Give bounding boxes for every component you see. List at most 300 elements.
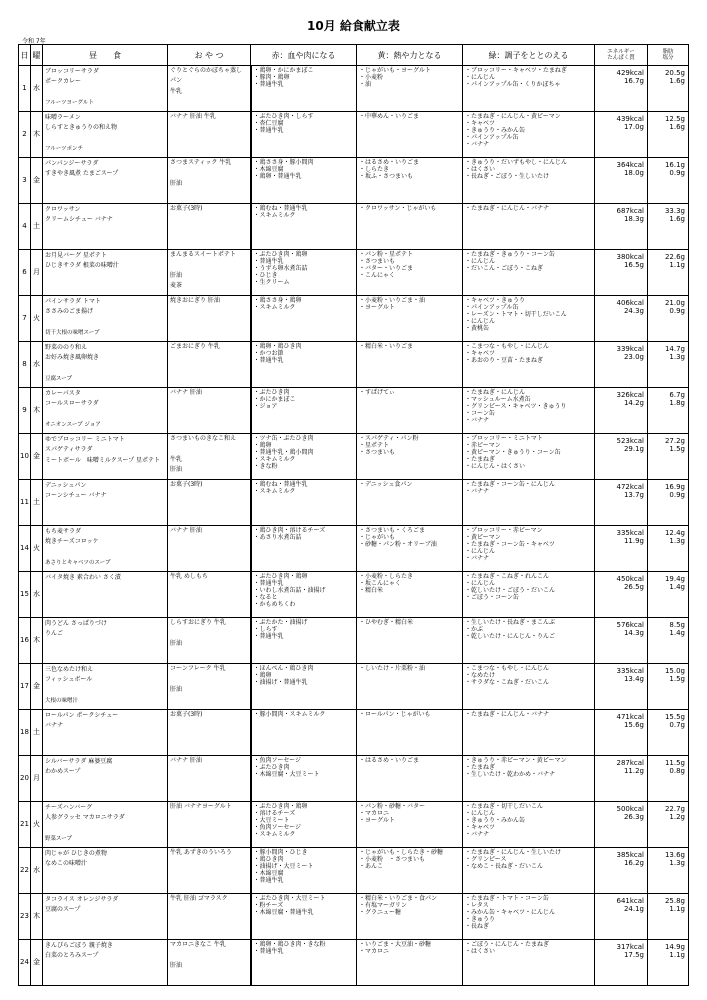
energy-protein-cell bbox=[595, 66, 648, 112]
lunch-cell bbox=[43, 250, 168, 296]
lunch-line: 焼きチーズコロッケ bbox=[45, 538, 99, 546]
weekday-cell: 金 bbox=[31, 158, 43, 204]
lunch-line bbox=[45, 318, 165, 328]
snack-line bbox=[170, 133, 248, 143]
red-group-cell bbox=[251, 802, 357, 848]
yellow-group-cell bbox=[357, 112, 463, 158]
protein-value: 29.1g bbox=[623, 445, 644, 453]
green-group-cell bbox=[463, 618, 595, 664]
fat-value: 22.6g bbox=[664, 253, 685, 261]
menu-rows bbox=[19, 66, 689, 986]
header-fat-line2: 塩分 bbox=[662, 55, 674, 61]
fat-salt-cell bbox=[648, 710, 689, 756]
snack-line bbox=[170, 490, 248, 500]
menu-row bbox=[19, 66, 689, 112]
food-item: ・すぱげてぃ bbox=[359, 389, 395, 396]
food-item: ・鶏卵・かにかまぼこ bbox=[253, 67, 314, 74]
snack-line: 肝油 bbox=[170, 639, 183, 647]
food-item: ・星ポテト bbox=[359, 442, 390, 449]
snack-line bbox=[170, 812, 248, 822]
fat-salt-cell bbox=[648, 250, 689, 296]
red-group-cell bbox=[251, 112, 357, 158]
fat-value: 16.9g bbox=[664, 483, 685, 491]
food-item: ・精白米・いりごま・食パン bbox=[359, 895, 438, 902]
snack-line bbox=[170, 235, 248, 245]
food-item: ・鶏むね・普通牛乳 bbox=[253, 481, 308, 488]
snack-line bbox=[170, 858, 248, 868]
food-item: ・さつまいも bbox=[359, 258, 396, 265]
snack-line: 牛乳 あずきのういろう bbox=[170, 849, 232, 856]
fat-salt-cell bbox=[648, 204, 689, 250]
snack-line bbox=[170, 925, 248, 935]
yellow-group-cell bbox=[357, 526, 463, 572]
food-item: ・レーズン・トマト・切干しだいこん bbox=[465, 311, 567, 318]
fat-value: 19.4g bbox=[664, 575, 685, 583]
food-item: ・普通牛乳 bbox=[253, 877, 284, 884]
snack-cell bbox=[168, 802, 251, 848]
food-item: ・クロワッサン・じゃがいも bbox=[359, 205, 437, 212]
food-item: ・あさり水煮缶詰 bbox=[253, 534, 302, 541]
snack-line bbox=[170, 823, 248, 833]
energy-protein-cell bbox=[595, 250, 648, 296]
snack-line: ぐりとぐらのかぼちゃ蒸し bbox=[170, 67, 243, 74]
snack-cell bbox=[168, 894, 251, 940]
menu-row bbox=[19, 848, 689, 894]
snack-line: 牛乳 bbox=[170, 87, 183, 95]
lunch-line: コールスローサラダ bbox=[45, 400, 99, 408]
menu-row bbox=[19, 618, 689, 664]
header-snack: お や つ bbox=[168, 45, 251, 66]
food-item: ・鶏卵・普通牛乳 bbox=[253, 173, 302, 180]
salt-value: 1.1g bbox=[669, 951, 685, 959]
green-group-cell bbox=[463, 802, 595, 848]
food-item: ・ブロッコリー・キャベツ・たまねぎ bbox=[465, 67, 567, 74]
yellow-group-cell bbox=[357, 342, 463, 388]
snack-line: お菓子(3時) bbox=[170, 205, 203, 212]
food-item: ・なると bbox=[253, 594, 278, 601]
energy-value: 500kcal bbox=[616, 805, 644, 813]
red-group-cell bbox=[251, 250, 357, 296]
snack-cell bbox=[168, 158, 251, 204]
snack-line bbox=[170, 409, 248, 419]
lunch-line: フィッシュボール bbox=[45, 676, 93, 684]
snack-line bbox=[170, 582, 248, 592]
protein-value: 26.5g bbox=[623, 583, 644, 591]
food-item: ・たまねぎ・にんじん bbox=[465, 389, 526, 396]
food-item: ・溶けるチーズ bbox=[253, 810, 296, 817]
energy-protein-cell bbox=[595, 112, 648, 158]
food-item: ・たまねぎ・切干しだいこん bbox=[465, 803, 544, 810]
snack-line: バナナ 肝油 bbox=[170, 389, 202, 396]
snack-cell bbox=[168, 710, 251, 756]
lunch-line: 豆腐スープ bbox=[45, 376, 72, 383]
salt-value: 0.9g bbox=[669, 491, 685, 499]
lunch-line: バナナ bbox=[45, 722, 64, 730]
yellow-group-cell bbox=[357, 940, 463, 986]
weekday-cell: 土 bbox=[31, 710, 43, 756]
energy-value: 429kcal bbox=[616, 69, 644, 77]
food-item: ・しらす bbox=[253, 626, 278, 633]
lunch-line bbox=[45, 926, 165, 936]
salt-value: 1.6g bbox=[669, 215, 685, 223]
snack-line: 肝油 bbox=[170, 179, 183, 187]
lunch-line bbox=[45, 778, 165, 788]
green-group-cell bbox=[463, 204, 595, 250]
lunch-line: お好み焼き風卵焼き bbox=[45, 354, 100, 362]
food-item: ・グラニュー糖 bbox=[359, 909, 402, 916]
day-cell: 1 bbox=[19, 66, 31, 112]
lunch-line: チーズハンバーグ bbox=[45, 804, 93, 811]
food-item: ・いりごま・大豆油・砂糖 bbox=[359, 941, 432, 948]
fat-salt-cell bbox=[648, 894, 689, 940]
food-item: ・ぶたひき肉・鶏卵 bbox=[253, 803, 308, 810]
red-group-cell bbox=[251, 66, 357, 112]
snack-line bbox=[170, 557, 248, 567]
menu-row bbox=[19, 940, 689, 986]
snack-cell bbox=[168, 526, 251, 572]
lunch-cell bbox=[43, 480, 168, 526]
food-item: ・キャベツ bbox=[465, 824, 496, 831]
food-item: ・長ねぎ・ごぼう・生しいたけ bbox=[465, 173, 550, 180]
green-group-cell bbox=[463, 388, 595, 434]
salt-value: 1.8g bbox=[669, 399, 685, 407]
weekday-cell: 水 bbox=[31, 66, 43, 112]
lunch-line bbox=[45, 466, 165, 476]
salt-value: 1.5g bbox=[669, 445, 685, 453]
weekday-cell: 金 bbox=[31, 664, 43, 710]
food-item: ・バナナ bbox=[465, 141, 490, 148]
food-item: ・バナナ bbox=[465, 417, 490, 424]
food-item: ・グリンピース・キャベツ・きゅうり bbox=[465, 403, 567, 410]
food-item: ・粉チーズ bbox=[253, 902, 284, 909]
food-item: ・ロールパン・じゃがいも bbox=[359, 711, 431, 718]
food-item: ・ひやむぎ・精白米 bbox=[359, 619, 414, 626]
salt-value: 0.9g bbox=[669, 169, 685, 177]
fat-value: 15.5g bbox=[664, 713, 685, 721]
snack-line bbox=[170, 971, 248, 981]
food-item: ・鶏ひき肉・溶けるチーズ bbox=[253, 527, 326, 534]
snack-cell bbox=[168, 664, 251, 710]
weekday-cell: 火 bbox=[31, 802, 43, 848]
food-item: ・きゅうり bbox=[465, 916, 496, 923]
lunch-line bbox=[45, 282, 165, 292]
lunch-line: 肉うどん さっぱりづけ bbox=[45, 620, 107, 627]
food-item: ・マカロニ bbox=[359, 810, 390, 817]
food-item: ・精白米 bbox=[359, 587, 384, 594]
snack-cell bbox=[168, 618, 251, 664]
lunch-line: ロールパン ポークシチュー bbox=[45, 712, 119, 719]
food-item: ・スキムミルク bbox=[253, 304, 296, 311]
lunch-line: ひじきサラダ 根菜の味噌汁 bbox=[45, 262, 119, 270]
energy-protein-cell bbox=[595, 204, 648, 250]
energy-protein-cell bbox=[595, 526, 648, 572]
food-item: ・中華めん・いりごま bbox=[359, 113, 420, 120]
food-item: ・豚小間肉・スキムミルク bbox=[253, 711, 326, 718]
food-item: ・じゃがいも・ヨーグルト bbox=[359, 67, 431, 74]
weekday-cell: 木 bbox=[31, 618, 43, 664]
salt-value: 1.3g bbox=[669, 353, 685, 361]
snack-line bbox=[170, 97, 248, 107]
snack-line bbox=[170, 869, 248, 879]
food-item: ・ヨーグルト bbox=[359, 817, 395, 824]
lunch-line bbox=[45, 732, 165, 742]
food-item: ・パインアップル缶 bbox=[465, 304, 519, 311]
food-item: ・ごぼう・コーン缶 bbox=[465, 594, 519, 601]
food-item: ・さつまいも・くろごま bbox=[359, 527, 426, 534]
yellow-group-cell bbox=[357, 894, 463, 940]
green-group-cell bbox=[463, 756, 595, 802]
lunch-line bbox=[45, 594, 165, 604]
fat-value: 11.5g bbox=[664, 759, 685, 767]
food-item: ・生しいたけ・乾わかめ・バナナ bbox=[465, 771, 556, 778]
red-group-cell bbox=[251, 434, 357, 480]
food-item: ・木綿豆腐・大豆ミート bbox=[253, 771, 320, 778]
lunch-line bbox=[45, 190, 165, 200]
snack-line bbox=[170, 649, 248, 659]
snack-line: バナナ 肝油 bbox=[170, 757, 202, 764]
food-item: ・小麦粉 ・さつまいも bbox=[359, 856, 426, 863]
salt-value: 1.2g bbox=[669, 813, 685, 821]
lunch-cell bbox=[43, 526, 168, 572]
weekday-cell: 土 bbox=[31, 480, 43, 526]
food-item: ・生クリーム bbox=[253, 279, 290, 286]
energy-value: 380kcal bbox=[616, 253, 644, 261]
snack-line: しらすおにぎり 牛乳 bbox=[170, 619, 226, 626]
lunch-line: 味噌ラーメン bbox=[45, 114, 81, 121]
fat-value: 22.7g bbox=[664, 805, 685, 813]
food-item: ・大豆ミート bbox=[253, 817, 290, 824]
green-group-cell bbox=[463, 940, 595, 986]
lunch-line bbox=[45, 788, 165, 798]
fat-salt-cell bbox=[648, 618, 689, 664]
food-item: ・たまねぎ・にんじん・バナナ bbox=[465, 205, 550, 212]
food-item: ・赤ピーマン bbox=[465, 442, 501, 449]
food-item: ・鶏卵・鶏ひき肉 bbox=[253, 343, 302, 350]
snack-line bbox=[170, 777, 248, 787]
food-item: ・たまねぎ bbox=[465, 456, 496, 463]
food-item: ・だいこん・ごぼう・こねぎ bbox=[465, 265, 544, 272]
food-item: ・有塩マーガリン bbox=[359, 902, 407, 909]
day-cell: 11 bbox=[19, 480, 31, 526]
lunch-cell bbox=[43, 848, 168, 894]
food-item: ・なめこ・長ねぎ・だいこん bbox=[465, 863, 544, 870]
green-group-cell bbox=[463, 434, 595, 480]
fat-salt-cell bbox=[648, 756, 689, 802]
food-item: ・普通牛乳 bbox=[253, 357, 284, 364]
snack-cell bbox=[168, 572, 251, 618]
food-item: ・小麦粉・しらたき bbox=[359, 573, 414, 580]
red-group-cell bbox=[251, 848, 357, 894]
yellow-group-cell bbox=[357, 204, 463, 250]
lunch-line: 白菜のとろみスープ bbox=[45, 952, 99, 960]
lunch-line: カレーパスタ bbox=[45, 390, 81, 397]
weekday-cell: 土 bbox=[31, 204, 43, 250]
day-cell: 7 bbox=[19, 296, 31, 342]
snack-line bbox=[170, 327, 248, 337]
snack-line bbox=[170, 419, 248, 429]
lunch-line: パインサラダ トマト bbox=[45, 298, 101, 305]
yellow-group-cell bbox=[357, 802, 463, 848]
header-dow: 曜 bbox=[31, 45, 43, 66]
snack-cell bbox=[168, 66, 251, 112]
snack-line bbox=[170, 511, 248, 521]
food-item: ・スキムミルク bbox=[253, 831, 296, 838]
food-item: ・あんこ bbox=[359, 863, 384, 870]
header-energy-line1: エネルギー bbox=[607, 48, 635, 55]
salt-value: 1.1g bbox=[669, 905, 685, 913]
food-item: ・かにかまぼこ bbox=[253, 396, 296, 403]
red-group-cell bbox=[251, 526, 357, 572]
salt-value: 1.4g bbox=[669, 583, 685, 591]
lunch-line: 肉じゃが ひじきの煮物 bbox=[45, 850, 107, 857]
salt-value: 1.1g bbox=[669, 261, 685, 269]
food-item: ・たまねぎ・にんじん・生しいたけ bbox=[465, 849, 562, 856]
weekday-cell: 火 bbox=[31, 296, 43, 342]
food-item: ・キャベツ bbox=[465, 350, 496, 357]
header-day: 日 bbox=[19, 45, 31, 66]
header-lunch: 昼 食 bbox=[43, 45, 168, 66]
lunch-line bbox=[45, 134, 165, 144]
food-item: ・たまねぎ・コーン缶・キャベツ bbox=[465, 541, 555, 548]
lunch-line: すきやき風煮 たまごスープ bbox=[45, 170, 119, 178]
energy-protein-cell bbox=[595, 480, 648, 526]
snack-cell bbox=[168, 296, 251, 342]
energy-protein-cell bbox=[595, 572, 648, 618]
red-group-cell bbox=[251, 664, 357, 710]
lunch-cell bbox=[43, 664, 168, 710]
weekday-cell: 水 bbox=[31, 572, 43, 618]
energy-value: 523kcal bbox=[616, 437, 644, 445]
lunch-line: 野菜ののり和え bbox=[45, 344, 88, 351]
day-cell: 21 bbox=[19, 802, 31, 848]
food-item: ・木綿豆腐・普通牛乳 bbox=[253, 909, 314, 916]
food-item: ・油揚げ・普通牛乳 bbox=[253, 679, 308, 686]
menu-row bbox=[19, 802, 689, 848]
red-group-cell bbox=[251, 756, 357, 802]
food-item: ・たまねぎ・トマト・コーン缶 bbox=[465, 895, 549, 902]
energy-protein-cell bbox=[595, 158, 648, 204]
food-item: ・じゃがいも・しらたき・砂糖 bbox=[359, 849, 444, 856]
menu-row bbox=[19, 664, 689, 710]
energy-value: 287kcal bbox=[616, 759, 644, 767]
menu-row bbox=[19, 710, 689, 756]
menu-row bbox=[19, 112, 689, 158]
protein-value: 14.3g bbox=[623, 629, 644, 637]
day-cell: 16 bbox=[19, 618, 31, 664]
day-cell: 4 bbox=[19, 204, 31, 250]
food-item: ・小麦粉・いりごま・油 bbox=[359, 297, 426, 304]
food-item: ・油 bbox=[359, 81, 372, 88]
energy-protein-cell bbox=[595, 296, 648, 342]
food-item: ・精白米・いりごま bbox=[359, 343, 414, 350]
lunch-line bbox=[45, 870, 165, 880]
salt-value: 0.7g bbox=[669, 721, 685, 729]
lunch-line: 野菜スープ bbox=[45, 836, 72, 843]
snack-cell bbox=[168, 250, 251, 296]
day-cell: 3 bbox=[19, 158, 31, 204]
day-cell: 20 bbox=[19, 756, 31, 802]
food-item: ・ひじき bbox=[253, 272, 278, 279]
food-item: ・ぶたひき肉・鶏卵 bbox=[253, 573, 308, 580]
header-yellow: 黄：熱や力となる bbox=[357, 45, 463, 66]
food-item: ・デニッシュ食パン bbox=[359, 481, 413, 488]
lunch-cell bbox=[43, 66, 168, 112]
food-item: ・にんじん・はくさい bbox=[465, 463, 526, 470]
food-item: ・バナナ bbox=[465, 488, 490, 495]
food-item: ・こまつな・もやし・にんじん bbox=[465, 665, 550, 672]
yellow-group-cell bbox=[357, 848, 463, 894]
energy-protein-cell bbox=[595, 940, 648, 986]
menu-row bbox=[19, 204, 689, 250]
food-item: ・魚肉ソーセージ bbox=[253, 757, 302, 764]
food-item: ・はくさい bbox=[465, 948, 496, 955]
fat-salt-cell bbox=[648, 480, 689, 526]
green-group-cell bbox=[463, 296, 595, 342]
red-group-cell bbox=[251, 940, 357, 986]
snack-line bbox=[170, 720, 248, 730]
food-item: ・ツナ缶・ぶたひき肉 bbox=[253, 435, 314, 442]
food-item: ・ぶたかた・油揚げ bbox=[253, 619, 308, 626]
day-cell: 10 bbox=[19, 434, 31, 480]
salt-value: 0.8g bbox=[669, 767, 685, 775]
food-item: ・たまねぎ・にんじん・バナナ bbox=[465, 711, 550, 718]
fat-salt-cell bbox=[648, 388, 689, 434]
weekday-cell: 木 bbox=[31, 112, 43, 158]
lunch-line: しらすときゅうりの和え物 bbox=[45, 124, 118, 132]
fat-value: 12.4g bbox=[664, 529, 685, 537]
fat-salt-cell bbox=[648, 158, 689, 204]
fat-salt-cell bbox=[648, 848, 689, 894]
snack-line bbox=[170, 352, 248, 362]
snack-line bbox=[170, 373, 248, 383]
lunch-line bbox=[45, 88, 165, 98]
snack-line: 麦茶 bbox=[170, 282, 183, 290]
lunch-cell bbox=[43, 894, 168, 940]
lunch-line: クロワッサン bbox=[45, 206, 81, 213]
energy-protein-cell bbox=[595, 756, 648, 802]
food-item: ・きゅうり・みかん缶 bbox=[465, 817, 526, 824]
food-item: ・砂糖・パン粉・オリーブ油 bbox=[359, 541, 437, 548]
snack-cell bbox=[168, 480, 251, 526]
food-item: ・魚肉ソーセージ bbox=[253, 824, 302, 831]
snack-cell bbox=[168, 756, 251, 802]
salt-value: 1.6g bbox=[669, 123, 685, 131]
fat-value: 25.8g bbox=[664, 897, 685, 905]
red-group-cell bbox=[251, 480, 357, 526]
header-red: 赤：血や肉になる bbox=[251, 45, 357, 66]
menu-row bbox=[19, 756, 689, 802]
food-item: ・はるさめ・いりごま bbox=[359, 159, 420, 166]
red-group-cell bbox=[251, 388, 357, 434]
snack-line bbox=[170, 260, 248, 270]
weekday-cell: 水 bbox=[31, 342, 43, 388]
page-title: 10月 給食献立表 bbox=[307, 19, 400, 33]
weekday-cell: 月 bbox=[31, 250, 43, 296]
food-item: ・ぶたひき肉・しらす bbox=[253, 113, 314, 120]
food-item: ・スキムミルク bbox=[253, 488, 296, 495]
food-item: ・坂こんにゃく bbox=[359, 580, 401, 587]
snack-line: 肝油 バナナヨーグルト bbox=[170, 803, 232, 810]
food-item: ・しらたき bbox=[359, 166, 390, 173]
lunch-line: バイタ焼き 素合わい さく漬 bbox=[45, 574, 121, 581]
yellow-group-cell bbox=[357, 388, 463, 434]
snack-line bbox=[170, 536, 248, 546]
snack-line bbox=[170, 225, 248, 235]
snack-line: 牛乳 めしもち bbox=[170, 573, 208, 580]
energy-value: 317kcal bbox=[616, 943, 644, 951]
food-item: ・にんじん bbox=[465, 580, 496, 587]
snack-line: さつまいものきなこ和え bbox=[170, 435, 237, 442]
